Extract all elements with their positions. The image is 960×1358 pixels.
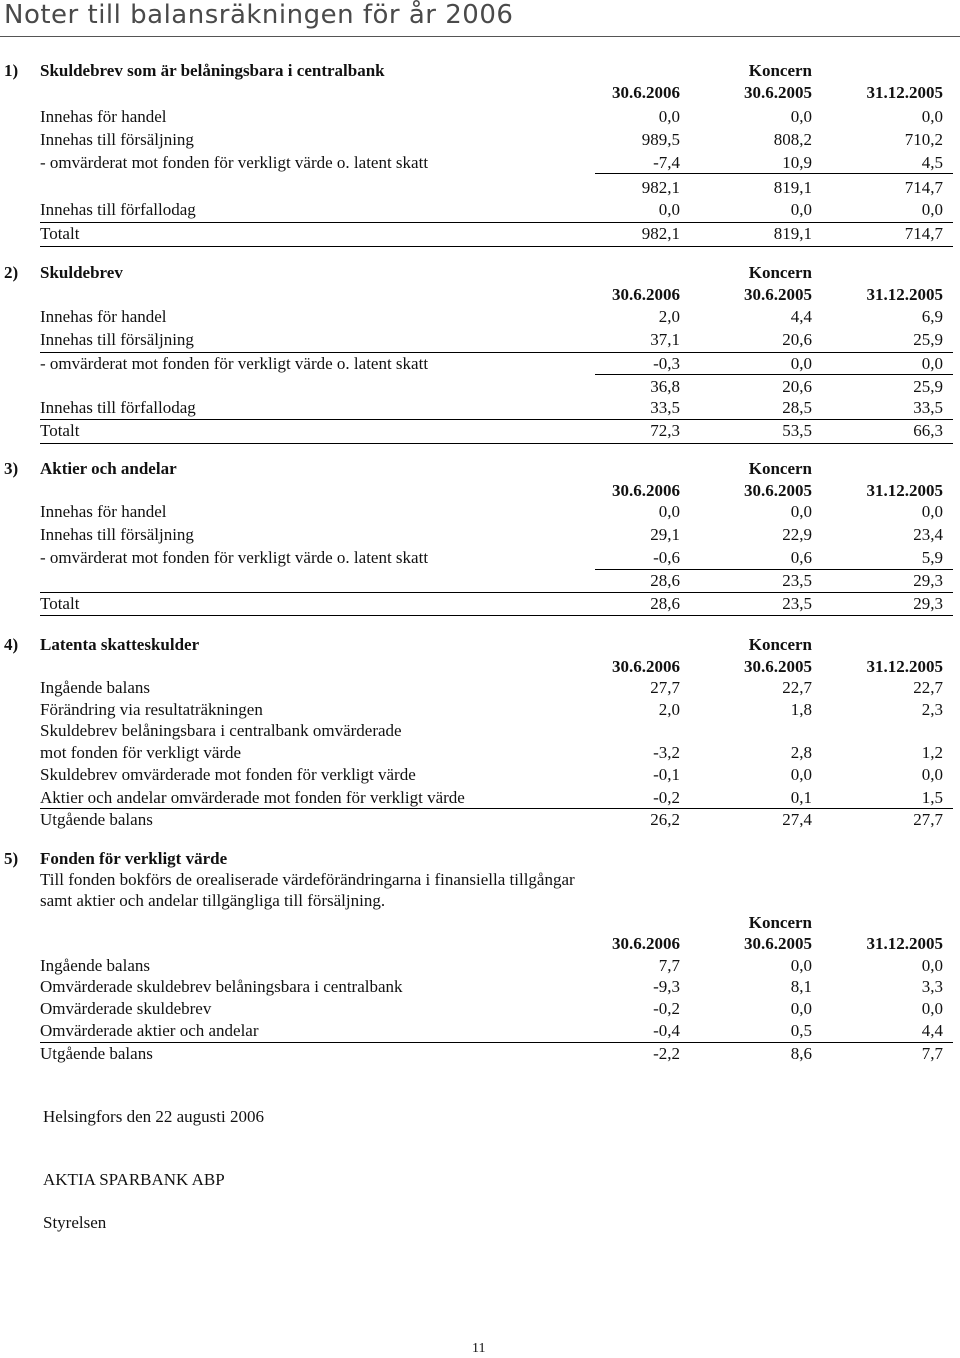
table-row xyxy=(0,1043,960,1065)
cell-30-6-2005: 28,5 xyxy=(782,398,812,417)
cell-30-6-2006: -0,4 xyxy=(653,1021,680,1040)
page-title: Noter till balansräkningen för år 2006 xyxy=(4,0,514,30)
cell-30-6-2006: 33,5 xyxy=(650,398,680,417)
row-label: Innehas till förfallodag xyxy=(40,398,196,417)
cell-30-6-2005: 1,8 xyxy=(790,700,812,719)
column-group-label: Koncern xyxy=(748,635,812,654)
company-name: AKTIA SPARBANK ABP xyxy=(43,1170,225,1189)
cell-31-12-2005: 710,2 xyxy=(904,130,943,149)
column-group-row xyxy=(0,912,960,934)
cell-30-6-2005: 819,1 xyxy=(773,224,812,243)
cell-30-6-2005: 23,5 xyxy=(782,594,812,613)
cell-30-6-2006: -0,2 xyxy=(653,999,680,1018)
note-heading-row xyxy=(0,848,960,870)
row-label: Innehas för handel xyxy=(40,502,167,521)
place-date: Helsingfors den 22 augusti 2006 xyxy=(43,1107,264,1126)
row-divider xyxy=(40,222,953,223)
cell-30-6-2006: 27,7 xyxy=(650,678,680,697)
cell-30-6-2005: 22,9 xyxy=(782,525,812,544)
row-label: Omvärderade aktier och andelar xyxy=(40,1021,259,1040)
cell-31-12-2005: 5,9 xyxy=(921,548,943,567)
row-label: Förändring via resultaträkningen xyxy=(40,700,263,719)
row-label: Skuldebrev omvärderade mot fonden för verkligt värde xyxy=(40,765,416,784)
cell-31-12-2005: 0,0 xyxy=(921,956,943,975)
cell-30-6-2006: 72,3 xyxy=(650,421,680,440)
cell-31-12-2005: 25,9 xyxy=(913,330,943,349)
note-heading: Aktier och andelar xyxy=(40,459,177,478)
table-row xyxy=(0,809,960,831)
column-header-row xyxy=(0,284,960,306)
cell-30-6-2005: 8,6 xyxy=(790,1044,812,1063)
column-header-30-6-2005: 30.6.2005 xyxy=(744,481,812,500)
cell-30-6-2005: 0,0 xyxy=(790,765,812,784)
cell-30-6-2006: 0,0 xyxy=(658,502,680,521)
table-row xyxy=(0,976,960,998)
cell-31-12-2005: 29,3 xyxy=(913,594,943,613)
cell-30-6-2005: 2,8 xyxy=(790,743,812,762)
cell-30-6-2005: 0,5 xyxy=(790,1021,812,1040)
row-label: Totalt xyxy=(40,224,80,243)
table-row xyxy=(0,720,960,742)
table-row xyxy=(0,353,960,375)
cell-31-12-2005: 7,7 xyxy=(921,1044,943,1063)
table-row xyxy=(0,677,960,699)
page-number: 11 xyxy=(472,1341,486,1356)
table-row xyxy=(0,223,960,245)
note-heading: Skuldebrev som är belåningsbara i centralbank xyxy=(40,61,385,80)
column-header-row xyxy=(0,933,960,955)
note-number: 4) xyxy=(4,635,19,654)
column-group-label: Koncern xyxy=(748,263,812,282)
row-label: Aktier och andelar omvärderade mot fonden för verkligt värde xyxy=(40,788,465,807)
table-row xyxy=(0,1020,960,1042)
cell-30-6-2006: 29,1 xyxy=(650,525,680,544)
cell-30-6-2006: -0,1 xyxy=(653,765,680,784)
row-label: - omvärderat mot fonden för verkligt värde o. latent skatt xyxy=(40,548,429,567)
signature-board: Styrelsen xyxy=(43,1213,107,1232)
title-divider xyxy=(0,36,960,37)
cell-31-12-2005: 1,2 xyxy=(921,743,943,762)
table-row xyxy=(0,152,960,174)
row-divider xyxy=(40,443,953,444)
table-row xyxy=(0,787,960,809)
subtotal-rule xyxy=(595,374,953,375)
table-row xyxy=(0,106,960,128)
column-header-30-6-2006: 30.6.2006 xyxy=(612,285,680,304)
cell-30-6-2006: 2,0 xyxy=(658,307,680,326)
row-label: - omvärderat mot fonden för verkligt värde o. latent skatt xyxy=(40,354,429,373)
cell-31-12-2005: 29,3 xyxy=(913,571,943,590)
table-row xyxy=(0,593,960,615)
cell-30-6-2006: 36,8 xyxy=(650,377,680,396)
table-row xyxy=(0,420,960,442)
cell-30-6-2005: 20,6 xyxy=(782,330,812,349)
cell-30-6-2005: 0,6 xyxy=(790,548,812,567)
cell-30-6-2006: 989,5 xyxy=(641,130,680,149)
table-row xyxy=(0,329,960,351)
note-description: samt aktier och andelar tillgängliga till försäljning. xyxy=(40,891,386,910)
column-group-label: Koncern xyxy=(748,61,812,80)
cell-31-12-2005: 25,9 xyxy=(913,377,943,396)
cell-30-6-2006: -0,3 xyxy=(653,354,680,373)
column-header-row xyxy=(0,656,960,678)
cell-30-6-2006: 37,1 xyxy=(650,330,680,349)
cell-31-12-2005: 66,3 xyxy=(913,421,943,440)
row-label: Utgående balans xyxy=(40,810,153,829)
cell-30-6-2006: 982,1 xyxy=(641,178,680,197)
cell-31-12-2005: 27,7 xyxy=(913,810,943,829)
cell-31-12-2005: 0,0 xyxy=(921,502,943,521)
row-label: - omvärderat mot fonden för verkligt värde o. latent skatt xyxy=(40,153,429,172)
cell-30-6-2005: 10,9 xyxy=(782,153,812,172)
row-divider xyxy=(40,615,953,616)
cell-30-6-2006: -2,2 xyxy=(653,1044,680,1063)
table-row xyxy=(0,376,960,398)
column-header-31-12-2005: 31.12.2005 xyxy=(866,285,943,304)
cell-30-6-2005: 22,7 xyxy=(782,678,812,697)
column-header-30-6-2005: 30.6.2005 xyxy=(744,83,812,102)
cell-30-6-2005: 0,1 xyxy=(790,788,812,807)
column-group-label: Koncern xyxy=(748,459,812,478)
cell-31-12-2005: 0,0 xyxy=(921,765,943,784)
cell-31-12-2005: 0,0 xyxy=(921,999,943,1018)
column-header-30-6-2006: 30.6.2006 xyxy=(612,481,680,500)
note-heading: Latenta skatteskulder xyxy=(40,635,200,654)
cell-30-6-2005: 0,0 xyxy=(790,200,812,219)
table-row xyxy=(0,501,960,523)
cell-30-6-2006: 26,2 xyxy=(650,810,680,829)
cell-30-6-2006: 982,1 xyxy=(641,224,680,243)
note-heading-row xyxy=(0,458,960,480)
cell-30-6-2006: 28,6 xyxy=(650,571,680,590)
row-label: Ingående balans xyxy=(40,956,150,975)
row-label: Totalt xyxy=(40,594,80,613)
column-header-31-12-2005: 31.12.2005 xyxy=(866,934,943,953)
cell-30-6-2005: 27,4 xyxy=(782,810,812,829)
cell-30-6-2006: -3,2 xyxy=(653,743,680,762)
cell-31-12-2005: 23,4 xyxy=(913,525,943,544)
row-divider xyxy=(40,808,953,809)
subtotal-rule xyxy=(595,569,953,570)
cell-30-6-2005: 8,1 xyxy=(790,977,812,996)
cell-31-12-2005: 6,9 xyxy=(921,307,943,326)
table-row xyxy=(0,306,960,328)
cell-30-6-2006: -9,3 xyxy=(653,977,680,996)
cell-31-12-2005: 4,5 xyxy=(921,153,943,172)
cell-31-12-2005: 4,4 xyxy=(921,1021,943,1040)
row-label: Skuldebrev belåningsbara i centralbank omvärderade xyxy=(40,721,402,740)
table-row xyxy=(0,397,960,419)
table-row xyxy=(0,764,960,786)
cell-30-6-2005: 0,0 xyxy=(790,107,812,126)
note-heading: Skuldebrev xyxy=(40,263,123,282)
table-row xyxy=(0,998,960,1020)
row-divider xyxy=(40,592,953,593)
cell-30-6-2005: 23,5 xyxy=(782,571,812,590)
column-header-30-6-2005: 30.6.2005 xyxy=(744,934,812,953)
cell-30-6-2005: 819,1 xyxy=(773,178,812,197)
cell-30-6-2006: -7,4 xyxy=(653,153,680,172)
column-header-row xyxy=(0,82,960,104)
note-number: 5) xyxy=(4,849,19,868)
row-label: Utgående balans xyxy=(40,1044,153,1063)
cell-30-6-2005: 0,0 xyxy=(790,956,812,975)
subtotal-rule xyxy=(595,173,953,174)
row-label: Ingående balans xyxy=(40,678,150,697)
row-divider xyxy=(40,352,953,353)
cell-31-12-2005: 3,3 xyxy=(921,977,943,996)
cell-30-6-2006: 7,7 xyxy=(658,956,680,975)
note-number: 3) xyxy=(4,459,19,478)
note-number: 2) xyxy=(4,263,19,282)
cell-31-12-2005: 714,7 xyxy=(904,178,943,197)
table-row xyxy=(0,547,960,569)
column-header-30-6-2006: 30.6.2006 xyxy=(612,657,680,676)
column-header-row xyxy=(0,480,960,502)
note-description-line xyxy=(0,869,960,891)
cell-30-6-2006: 0,0 xyxy=(658,107,680,126)
row-label: Innehas till försäljning xyxy=(40,525,194,544)
row-label: Innehas till förfallodag xyxy=(40,200,196,219)
row-label: Innehas för handel xyxy=(40,107,167,126)
cell-31-12-2005: 22,7 xyxy=(913,678,943,697)
column-header-31-12-2005: 31.12.2005 xyxy=(866,657,943,676)
row-divider xyxy=(40,1042,953,1043)
table-row xyxy=(0,955,960,977)
note-number: 1) xyxy=(4,61,19,80)
cell-30-6-2005: 0,0 xyxy=(790,502,812,521)
cell-30-6-2005: 53,5 xyxy=(782,421,812,440)
row-label: Innehas till försäljning xyxy=(40,330,194,349)
cell-30-6-2005: 0,0 xyxy=(790,999,812,1018)
cell-30-6-2006: -0,2 xyxy=(653,788,680,807)
note-heading-row xyxy=(0,262,960,284)
table-row xyxy=(0,524,960,546)
cell-30-6-2006: 2,0 xyxy=(658,700,680,719)
column-header-30-6-2006: 30.6.2006 xyxy=(612,934,680,953)
cell-30-6-2005: 4,4 xyxy=(790,307,812,326)
column-header-30-6-2005: 30.6.2005 xyxy=(744,285,812,304)
cell-30-6-2006: 0,0 xyxy=(658,200,680,219)
row-label: Omvärderade skuldebrev belåningsbara i centralbank xyxy=(40,977,403,996)
cell-30-6-2005: 20,6 xyxy=(782,377,812,396)
cell-30-6-2005: 0,0 xyxy=(790,354,812,373)
cell-31-12-2005: 0,0 xyxy=(921,107,943,126)
row-label: Omvärderade skuldebrev xyxy=(40,999,212,1018)
column-header-31-12-2005: 31.12.2005 xyxy=(866,481,943,500)
row-divider xyxy=(40,419,953,420)
row-label: mot fonden för verkligt värde xyxy=(40,743,242,762)
cell-30-6-2005: 808,2 xyxy=(773,130,812,149)
cell-31-12-2005: 0,0 xyxy=(921,354,943,373)
row-divider xyxy=(40,246,953,247)
cell-31-12-2005: 2,3 xyxy=(921,700,943,719)
column-header-31-12-2005: 31.12.2005 xyxy=(866,83,943,102)
row-label: Innehas för handel xyxy=(40,307,167,326)
table-row xyxy=(0,199,960,221)
cell-31-12-2005: 0,0 xyxy=(921,200,943,219)
note-description: Till fonden bokförs de orealiserade värdeförändringarna i finansiella tillgångar xyxy=(40,870,575,889)
column-header-30-6-2005: 30.6.2005 xyxy=(744,657,812,676)
row-label: Innehas till försäljning xyxy=(40,130,194,149)
note-heading: Fonden för verkligt värde xyxy=(40,849,228,868)
cell-30-6-2006: 28,6 xyxy=(650,594,680,613)
table-row xyxy=(0,177,960,199)
cell-31-12-2005: 714,7 xyxy=(904,224,943,243)
table-row xyxy=(0,129,960,151)
note-description-line xyxy=(0,890,960,912)
cell-31-12-2005: 33,5 xyxy=(913,398,943,417)
cell-30-6-2006: -0,6 xyxy=(653,548,680,567)
table-row xyxy=(0,570,960,592)
table-row xyxy=(0,699,960,721)
table-row xyxy=(0,742,960,764)
row-label: Totalt xyxy=(40,421,80,440)
column-group-label: Koncern xyxy=(748,913,812,932)
cell-31-12-2005: 1,5 xyxy=(921,788,943,807)
column-header-30-6-2006: 30.6.2006 xyxy=(612,83,680,102)
note-heading-row xyxy=(0,60,960,82)
note-heading-row xyxy=(0,634,960,656)
